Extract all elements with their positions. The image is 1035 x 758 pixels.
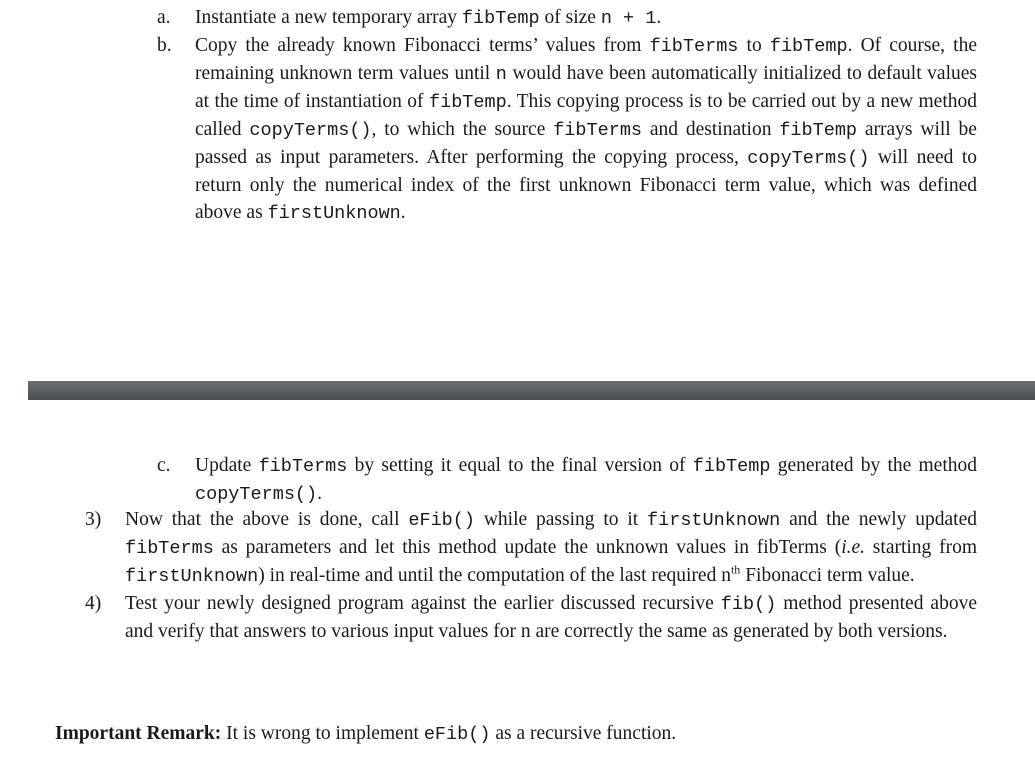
code-fibTemp: fibTemp — [769, 36, 848, 57]
item3-text-5: starting from — [865, 537, 977, 558]
item3-text-2: while passing to it — [474, 509, 648, 530]
step-b-text-2: to — [738, 35, 770, 56]
code-fibTemp: fibTemp — [692, 456, 771, 477]
step-b — [157, 32, 978, 227]
code-fib: fib() — [720, 594, 777, 615]
step-c-text-3: generated by the method — [770, 455, 978, 476]
step-a-text — [195, 4, 977, 32]
step-b-text-1: Copy the already known Fibonacci terms’ values from — [195, 35, 650, 56]
item3-text-6: ) in real-time and until the computation of the last required n — [258, 565, 731, 586]
code-fibTerms: fibTerms — [649, 36, 739, 57]
step-a-text-1: Instantiate a new temporary array — [195, 7, 462, 28]
page-divider — [28, 381, 1035, 400]
code-firstUnknown: firstUnknown — [267, 203, 401, 224]
step-c — [157, 452, 978, 508]
list-item-4-text — [125, 590, 977, 645]
step-b-text-8: arrays will be passed as input parameters. After performing the copying process, — [195, 119, 977, 168]
important-remark — [55, 720, 676, 748]
code-firstUnknown: firstUnknown — [125, 566, 259, 587]
list-item-3 — [85, 506, 977, 590]
step-c-marker: c. — [157, 455, 171, 476]
step-c-text-4: . — [317, 483, 322, 504]
code-copyTerms: copyTerms() — [195, 484, 318, 505]
item3-text-4: as parameters and let this method update the unknown values in fibTerms ( — [213, 537, 842, 558]
code-eFib: eFib() — [408, 510, 475, 531]
step-b-text-5: . This copying process is to be carried out by a new method called — [195, 91, 977, 140]
list-item-3-marker: 3) — [85, 509, 102, 530]
code-eFib: eFib() — [423, 724, 491, 745]
top-section — [157, 4, 978, 227]
item4-text-2: method presented above and verify that answers to various input values for n are correctly the same as generated by both versions. — [125, 593, 977, 642]
code-fibTemp: fibTemp — [461, 8, 540, 29]
step-a-text-3: . — [656, 7, 662, 28]
step-b-text-4: would have been automatically initialized to default values at the time of instantiation of — [195, 63, 978, 112]
step-b-text — [195, 32, 977, 227]
step-c-text — [195, 452, 977, 508]
item3-text-7: Fibonacci term value. — [740, 565, 915, 586]
code-fibTerms: fibTerms — [125, 538, 214, 559]
code-copyTerms: copyTerms() — [747, 148, 870, 169]
step-b-text-7: and destination — [642, 119, 780, 140]
code-fibTerms: fibTerms — [553, 120, 643, 141]
code-copyTerms: copyTerms() — [249, 120, 372, 141]
code-fibTemp: fibTemp — [779, 120, 858, 141]
remark-text-1: It is wrong to implement — [221, 723, 424, 744]
code-fibTerms: fibTerms — [258, 456, 348, 477]
item3-text-1: Now that the above is done, call — [125, 509, 409, 530]
ie-italic: i.e. — [841, 537, 866, 558]
step-b-text-9: will need to return only the numerical index of the first unknown Fibonacci term value, which was defined above as — [195, 147, 977, 223]
step-b-marker: b. — [157, 35, 172, 56]
list-item-4 — [85, 590, 977, 645]
step-c-text-2: by setting it equal to the final version of — [347, 455, 693, 476]
code-n: n — [495, 64, 507, 85]
code-n-plus-1: n + 1 — [600, 8, 657, 29]
step-b-text-10: . — [400, 202, 406, 223]
step-a — [157, 4, 977, 32]
step-c-text-1: Update — [195, 455, 259, 476]
list-item-3-text — [125, 506, 977, 590]
step-b-text-3: . Of course, the remaining unknown term values until — [195, 35, 977, 84]
superscript-th: th — [730, 562, 741, 577]
list-item-4-marker: 4) — [85, 593, 102, 614]
remark-text-2: as a recursive function. — [490, 723, 677, 744]
remark-label: Important Remark: — [55, 723, 222, 744]
step-b-text-6: , to which the source — [371, 119, 554, 140]
step-a-marker: a. — [157, 7, 171, 28]
step-a-text-2: of size — [539, 7, 601, 28]
code-firstUnknown: firstUnknown — [647, 510, 781, 531]
code-fibTemp: fibTemp — [428, 92, 507, 113]
item4-text-1: Test your newly designed program against the earlier discussed recursive — [125, 593, 721, 614]
bottom-section — [157, 452, 978, 508]
numbered-list — [85, 506, 977, 645]
item3-text-3: and the newly updated — [780, 509, 977, 530]
